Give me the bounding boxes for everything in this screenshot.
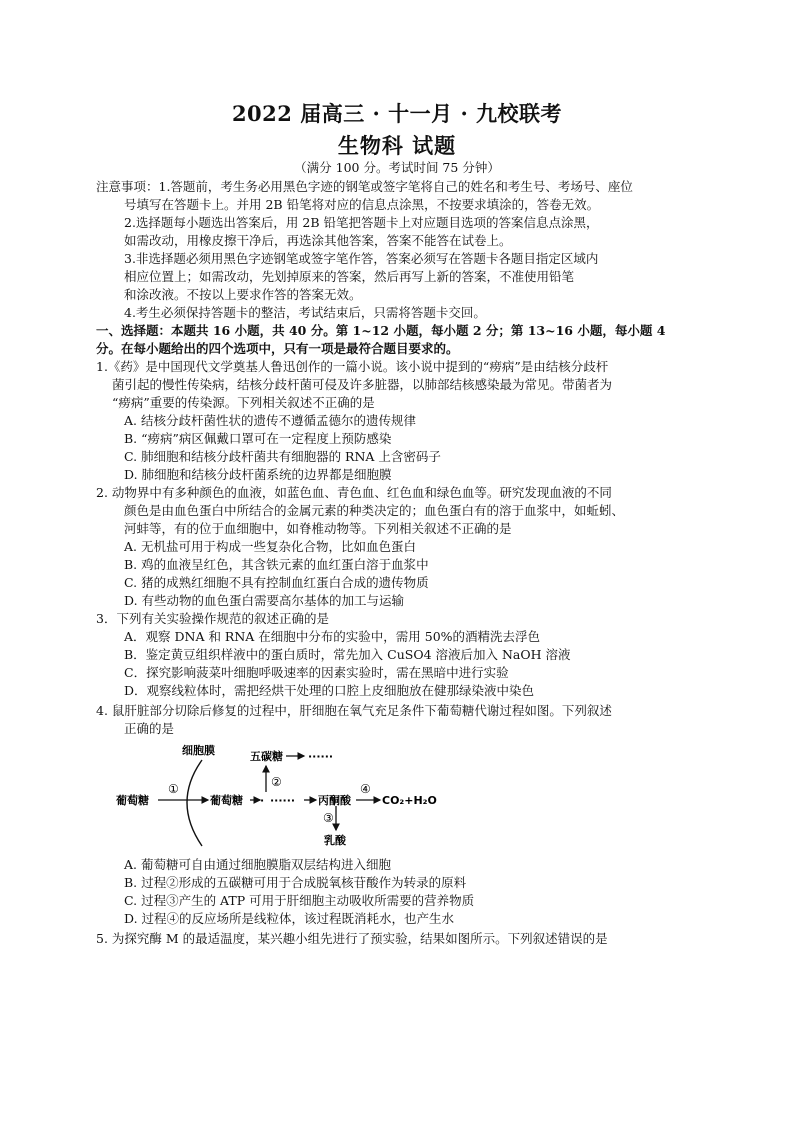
answer-option: A. 葡萄糖可自由通过细胞膜脂双层结构进入细胞	[124, 857, 391, 872]
glucose-metabolism-diagram	[110, 738, 450, 850]
answer-option: C．探究影响菠菜叶细胞呼吸速率的因素实验时，需在黑暗中进行实验	[124, 665, 509, 680]
answer-option: B．鉴定黄豆组织样液中的蛋白质时，常先加入 CuSO4 溶液后加入 NaOH 溶液	[124, 647, 571, 662]
products-label: CO₂+H₂O	[382, 794, 437, 807]
answer-option: B. 鸡的血液呈红色，其含铁元素的血红蛋白溶于血浆中	[124, 557, 429, 572]
notice-line: 如需改动，用橡皮擦干净后，再选涂其他答案，答案不能答在试卷上。	[124, 233, 512, 248]
step3-label: ③	[323, 811, 334, 825]
question-stem: 4. 鼠肝脏部分切除后修复的过程中，肝细胞在氧气充足条件下葡萄糖代谢过程如图。下列叙述	[96, 703, 612, 718]
notice-line: 和涂改液。不按以上要求作答的答案无效。	[124, 287, 362, 302]
step4-label: ④	[360, 782, 371, 796]
question-stem: “痨病”重要的传染源。下列相关叙述不正确的是	[112, 395, 375, 410]
question-stem: 5. 为探究酶 M 的最适温度，某兴趣小组先进行了预实验，结果如图所示。下列叙述错误的是	[96, 931, 608, 946]
notice-line: 3.非选择题必须用黑色字迹钢笔或签字笔作答，答案必须写在答题卡各题目指定区域内	[124, 251, 599, 266]
lactate-label: 乳酸	[324, 834, 346, 847]
answer-option: A．观察 DNA 和 RNA 在细胞中分布的实验中，需用 50%的酒精洗去浮色	[124, 629, 541, 644]
answer-option: D. 过程④的反应场所是线粒体，该过程既消耗水，也产生水	[124, 911, 455, 926]
question-stem: 3．下列有关实验操作规范的叙述正确的是	[96, 611, 329, 626]
answer-option: C. 猪的成熟红细胞不具有控制血红蛋白合成的遗传物质	[124, 575, 429, 590]
question-stem: 正确的是	[124, 721, 175, 736]
answer-option: C. 过程③产生的 ATP 可用于肝细胞主动吸收所需要的营养物质	[124, 893, 475, 908]
notice-line: 注意事项：1.答题前，考生务必用黑色字迹的钢笔或签字笔将自己的姓名和考生号、考场号、座位	[96, 179, 633, 194]
section-heading: 分。在每小题给出的四个选项中，只有一项是最符合题目要求的。	[96, 341, 459, 356]
step1-label: ①	[168, 782, 179, 796]
glycolysis-dots: ······	[270, 794, 296, 807]
pentose-label: 五碳糖	[250, 750, 283, 763]
answer-option: D．观察线粒体时，需把经烘干处理的口腔上皮细胞放在健那绿染液中染色	[124, 683, 535, 698]
exam-title: 2022 届高三 · 十一月 · 九校联考	[231, 101, 563, 126]
notice-line: 2.选择题每小题选出答案后，用 2B 铅笔把答题卡上对应题目选项的答案信息点涂黑，	[124, 215, 599, 230]
answer-option: D. 肺细胞和结核分歧杆菌系统的边界都是细胞膜	[124, 467, 392, 482]
answer-option: A. 结核分歧杆菌性状的遗传不遵循孟德尔的遗传规律	[124, 413, 416, 428]
answer-option: B. 过程②形成的五碳糖可用于合成脱氧核苷酸作为转录的原料	[124, 875, 467, 890]
notice-line: 相应位置上；如需改动，先划掉原来的答案，然后再写上新的答案，不准使用铅笔	[124, 269, 575, 284]
answer-option: A. 无机盐可用于构成一些复杂化合物，比如血色蛋白	[124, 539, 416, 554]
section-heading: 一、选择题：本题共 16 小题，共 40 分。第 1~12 小题，每小题 2 分；第 13~16 小题，每小题 4	[96, 323, 666, 338]
answer-option: D. 有些动物的血色蛋白需要高尔基体的加工与运输	[124, 593, 405, 608]
exam-meta: （满分 100 分。考试时间 75 分钟）	[294, 160, 500, 175]
subject-title: 生物科 试题	[337, 133, 457, 158]
pyruvate-label: 丙酮酸	[318, 794, 351, 807]
answer-option: C. 肺细胞和结核分歧杆菌共有细胞器的 RNA 上含密码子	[124, 449, 441, 464]
glucose-inside-label: 葡萄糖	[210, 794, 243, 807]
branch-dots: ·	[260, 794, 265, 807]
question-stem: 河蚌等，有的位于血细胞中，如脊椎动物等。下列相关叙述不正确的是	[124, 521, 512, 536]
notice-line: 号填写在答题卡上。并用 2B 铅笔将对应的信息点涂黑，不按要求填涂的，答卷无效。	[124, 197, 600, 212]
question-stem: 菌引起的慢性传染病，结核分歧杆菌可侵及许多脏器，以肺部结核感染最为常见。带菌者为	[112, 377, 613, 392]
membrane-label: 细胞膜	[182, 744, 215, 757]
notice-line: 4.考生必须保持答题卡的整洁，考试结束后，只需将答题卡交回。	[124, 305, 486, 320]
glucose-outside-label: 葡萄糖	[116, 794, 149, 807]
answer-option: B. “痨病”病区佩戴口罩可在一定程度上预防感染	[124, 431, 392, 446]
cell-membrane-curve	[187, 760, 202, 846]
question-stem: 2. 动物界中有多种颜色的血液，如蓝色血、青色血、红色血和绿色血等。研究发现血液的不同	[96, 485, 612, 500]
pentose-dots: ······	[308, 750, 334, 763]
step2-label: ②	[271, 775, 282, 789]
question-stem: 颜色是由血色蛋白中所结合的金属元素的种类决定的；血色蛋白有的溶于血浆中，如蚯蚓、	[124, 503, 625, 518]
question-stem: 1.《药》是中国现代文学奠基人鲁迅创作的一篇小说。该小说中提到的“痨病”是由结核分歧杆	[96, 359, 609, 374]
